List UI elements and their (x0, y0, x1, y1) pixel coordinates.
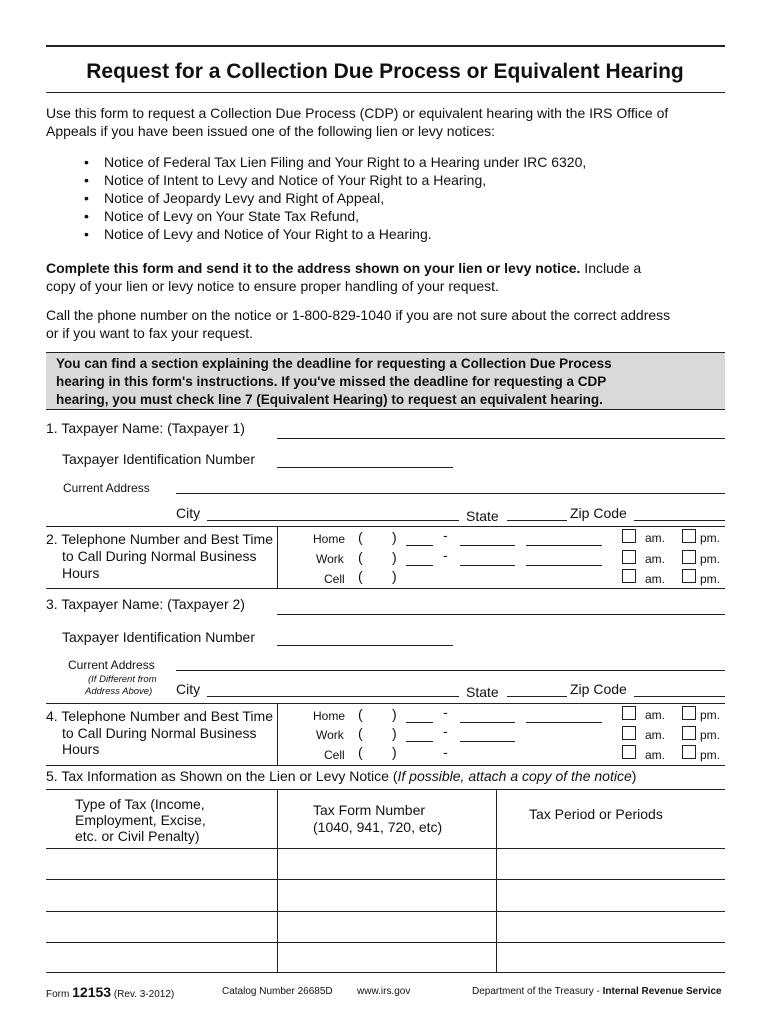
notice-item: • Notice of Federal Tax Lien Filing and Your Right to a Hearing under IRC 6320, (84, 153, 586, 171)
tax-col2-header-1: Tax Form Number (313, 802, 426, 818)
pm-label: pm. (700, 728, 721, 742)
table-row (46, 848, 725, 849)
taxpayer1-zip-label: Zip Code (570, 505, 627, 521)
taxpayer1-name-field[interactable] (277, 438, 725, 439)
phone2-label-2: to Call During Normal Business (62, 725, 257, 741)
phone1-home-number-field[interactable] (460, 545, 515, 546)
table-row (46, 942, 725, 943)
phone2-label-3: Hours (62, 741, 100, 757)
footer-form-number: 12153 (72, 984, 112, 1000)
phone2-top-rule (46, 703, 725, 704)
tax-col3-header: Tax Period or Periods (529, 806, 663, 822)
phone2-home-pm-checkbox[interactable] (682, 706, 696, 720)
taxpayer2-diff-note-1: (If Different from (88, 674, 157, 685)
complete-instruction-rest: Include a (580, 260, 642, 276)
footer-catalog: Catalog Number 26685D (222, 986, 333, 997)
paren-close: ) (392, 706, 397, 722)
complete-instruction-line-2: copy of your lien or levy notice to ensure proper handling of your request. (46, 278, 499, 294)
dash: - (443, 744, 448, 760)
phone1-label-2: to Call During Normal Business (62, 548, 257, 564)
phone1-divider (277, 526, 278, 588)
am-label: am. (645, 748, 666, 762)
am-label: am. (645, 552, 666, 566)
tax-info-label-italic: If possible, attach a copy of the notice (397, 768, 632, 784)
taxpayer2-diff-note-2: Address Above) (85, 686, 153, 697)
complete-instruction (46, 259, 641, 277)
tax-info-label-main: 5. Tax Information as Shown on the Lien or Levy Notice ( (46, 768, 398, 784)
top-rule (46, 45, 725, 47)
phone2-home-am-checkbox[interactable] (622, 706, 636, 720)
phone1-work-number-field[interactable] (460, 565, 515, 566)
paren-open: ( (358, 744, 363, 760)
taxpayer2-zip-label: Zip Code (570, 681, 627, 697)
taxpayer1-tin-label: Taxpayer Identification Number (62, 451, 255, 467)
dash: - (443, 723, 448, 739)
phone2-work-label: Work (316, 728, 344, 742)
tax-table-col-divider-1 (277, 789, 278, 972)
deadline-line-1: You can find a section explaining the deadline for requesting a Collection Due Process (56, 356, 612, 371)
taxpayer2-city-field[interactable] (207, 696, 459, 697)
taxpayer2-address-field[interactable] (176, 670, 725, 671)
footer-dept: Department of the Treasury - (472, 986, 603, 997)
tax-table-top-rule (46, 789, 725, 790)
call-line-1: Call the phone number on the notice or 1-800-829-1040 if you are not sure about the correct address (46, 307, 671, 323)
taxpayer2-zip-field[interactable] (634, 696, 725, 697)
intro-line-1: Use this form to request a Collection Due Process (CDP) or equivalent hearing with the IRS Office of (46, 105, 669, 121)
phone2-bottom-rule (46, 765, 725, 766)
tax-col2-header-2: (1040, 941, 720, etc) (313, 819, 443, 835)
taxpayer2-tin-label: Taxpayer Identification Number (62, 629, 255, 645)
taxpayer2-tin-field[interactable] (277, 645, 453, 646)
taxpayer1-zip-field[interactable] (634, 520, 725, 521)
deadline-notice-box (46, 352, 725, 410)
footer-rev: (Rev. 3-2012) (113, 989, 175, 1000)
phone2-home-label: Home (313, 709, 346, 723)
paren-close: ) (392, 725, 397, 741)
phone1-cell-am-checkbox[interactable] (622, 569, 636, 583)
phone2-divider (277, 703, 278, 765)
pm-label: pm. (700, 572, 721, 586)
taxpayer2-state-field[interactable] (507, 696, 567, 697)
intro-line-2: Appeals if you have been issued one of the following lien or levy notices: (46, 123, 496, 139)
tax-col1-header-2: Employment, Excise, (75, 812, 206, 828)
taxpayer2-state-label: State (466, 684, 499, 700)
am-label: am. (645, 531, 666, 545)
taxpayer1-address-label: Current Address (63, 481, 150, 495)
notice-item: • Notice of Jeopardy Levy and Right of Appeal, (84, 189, 586, 207)
table-row (46, 911, 725, 912)
deadline-line-2: hearing in this form's instructions. If you've missed the deadline for requesting a CDP (56, 374, 607, 389)
tax-info-label (46, 768, 636, 784)
paren-open: ( (358, 529, 363, 545)
phone1-home-am-checkbox[interactable] (622, 529, 636, 543)
phone2-home-prefix-field[interactable] (406, 722, 433, 723)
complete-instruction-bold: Complete this form and send it to the address shown on your lien or levy notice. (46, 260, 581, 276)
phone1-cell-label: Cell (324, 572, 345, 586)
taxpayer1-city-label: City (176, 505, 201, 521)
footer-form-id (46, 984, 174, 1000)
phone1-label-1: 2. Telephone Number and Best Time (46, 531, 273, 547)
paren-close: ) (392, 744, 397, 760)
pm-label: pm. (700, 708, 721, 722)
am-label: am. (645, 572, 666, 586)
phone2-cell-am-checkbox[interactable] (622, 745, 636, 759)
taxpayer1-city-field[interactable] (207, 520, 459, 521)
tax-col1-header-1: Type of Tax (Income, (75, 796, 205, 812)
paren-open: ( (358, 706, 363, 722)
notice-item: • Notice of Levy on Your State Tax Refund, (84, 207, 586, 225)
phone1-home-label: Home (313, 532, 346, 546)
paren-close: ) (392, 529, 397, 545)
phone2-home-time-field[interactable] (526, 722, 602, 723)
dash: - (443, 547, 448, 563)
tax-col1-header-3: etc. or Civil Penalty) (75, 828, 200, 844)
paren-close: ) (392, 549, 397, 565)
footer-website: www.irs.gov (357, 986, 411, 997)
phone1-work-time-field[interactable] (526, 565, 602, 566)
box-bottom-rule (46, 409, 725, 410)
am-label: am. (645, 708, 666, 722)
phone1-home-pm-checkbox[interactable] (682, 529, 696, 543)
tax-table-col-divider-2 (496, 789, 497, 972)
taxpayer1-name-label: 1. Taxpayer Name: (Taxpayer 1) (46, 420, 245, 436)
call-line-2: or if you want to fax your request. (46, 325, 253, 341)
am-label: am. (645, 728, 666, 742)
footer-form-label: Form (46, 989, 70, 1000)
taxpayer1-address-field[interactable] (176, 493, 725, 494)
phone2-cell-pm-checkbox[interactable] (682, 745, 696, 759)
phone1-work-am-checkbox[interactable] (622, 550, 636, 564)
tax-info-label-end: ) (631, 768, 637, 784)
taxpayer1-tin-field[interactable] (277, 467, 453, 468)
phone2-cell-label: Cell (324, 748, 345, 762)
phone2-work-number-field[interactable] (460, 741, 515, 742)
phone1-home-time-field[interactable] (526, 545, 602, 546)
taxpayer2-name-field[interactable] (277, 614, 725, 615)
paren-close: ) (392, 568, 397, 584)
phone2-label-1: 4. Telephone Number and Best Time (46, 708, 273, 724)
phone1-home-prefix-field[interactable] (406, 545, 433, 546)
taxpayer2-city-label: City (176, 681, 201, 697)
phone1-bottom-rule (46, 588, 725, 589)
paren-open: ( (358, 549, 363, 565)
deadline-line-3: hearing, you must check line 7 (Equivalent Hearing) to request an equivalent hearing. (56, 392, 603, 407)
phone1-top-rule (46, 526, 725, 527)
pm-label: pm. (700, 531, 721, 545)
taxpayer2-name-label: 3. Taxpayer Name: (Taxpayer 2) (46, 596, 245, 612)
dash: - (443, 704, 448, 720)
footer-agency: Internal Revenue Service (602, 986, 722, 997)
phone1-work-prefix-field[interactable] (406, 565, 433, 566)
title-rule (46, 92, 725, 93)
paren-open: ( (358, 725, 363, 741)
dash: - (443, 527, 448, 543)
notice-item: • Notice of Levy and Notice of Your Right to a Hearing. (84, 225, 586, 243)
taxpayer1-state-field[interactable] (507, 520, 567, 521)
table-row (46, 972, 725, 973)
phone2-work-am-checkbox[interactable] (622, 726, 636, 740)
phone1-work-label: Work (316, 552, 344, 566)
phone2-work-prefix-field[interactable] (406, 741, 433, 742)
page-title: Request for a Collection Due Process or Equivalent Hearing (86, 60, 684, 83)
phone2-work-pm-checkbox[interactable] (682, 726, 696, 740)
pm-label: pm. (700, 552, 721, 566)
pm-label: pm. (700, 748, 721, 762)
table-row (46, 879, 725, 880)
phone1-cell-pm-checkbox[interactable] (682, 569, 696, 583)
footer-department (472, 986, 722, 997)
notice-item: • Notice of Intent to Levy and Notice of Your Right to a Hearing, (84, 171, 586, 189)
taxpayer1-state-label: State (466, 508, 499, 524)
notice-list (84, 153, 586, 243)
paren-open: ( (358, 568, 363, 584)
phone2-home-number-field[interactable] (460, 722, 515, 723)
taxpayer2-address-label: Current Address (68, 658, 155, 672)
phone1-work-pm-checkbox[interactable] (682, 550, 696, 564)
phone1-label-3: Hours (62, 565, 100, 581)
